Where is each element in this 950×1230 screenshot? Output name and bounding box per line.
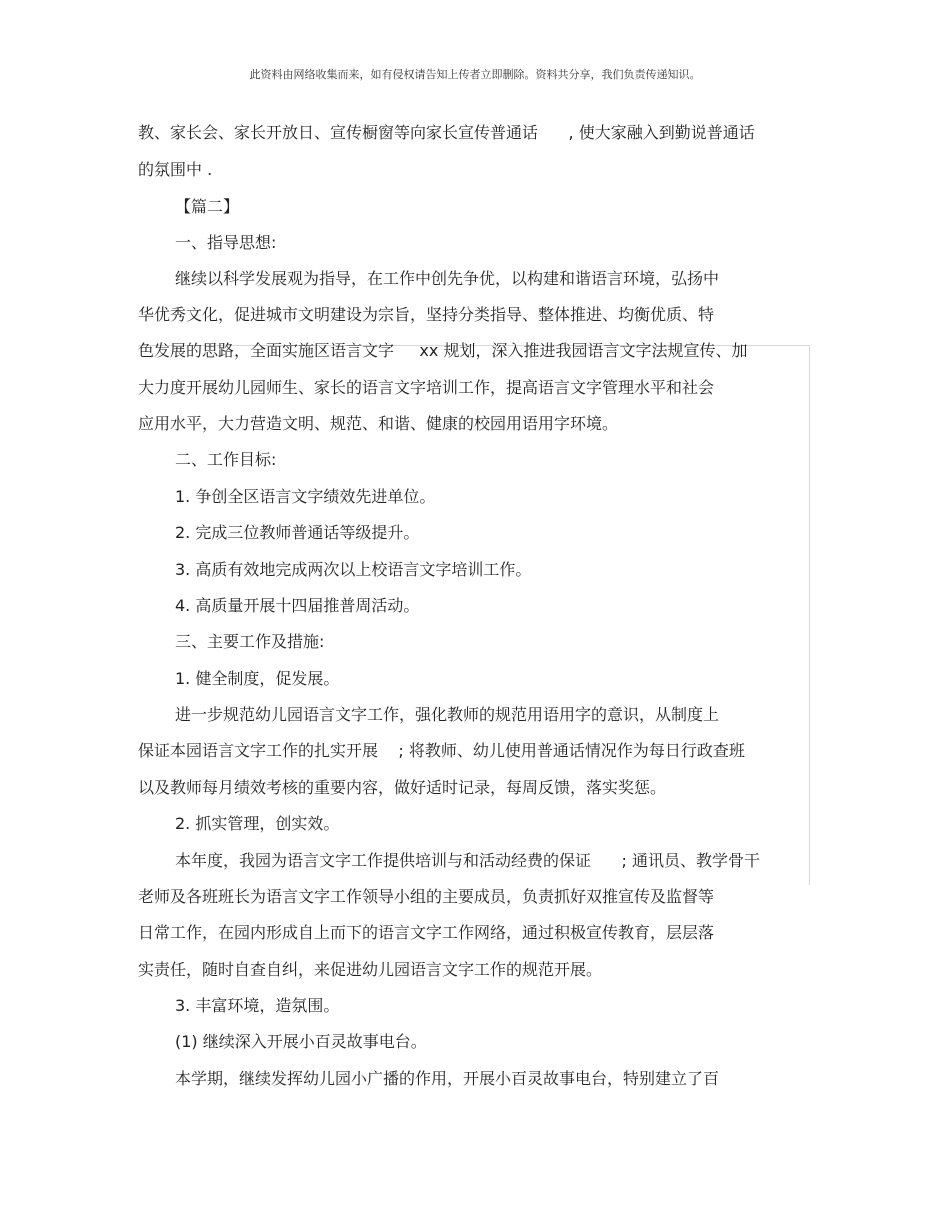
paragraph-line: 的氛围中 . <box>138 160 213 179</box>
list-item: 2. 完成三位教师普通话等级提升。 <box>175 523 420 542</box>
paragraph-line: 华优秀文化，促进城市文明建设为宗旨，坚持分类指导、整体推进、均衡优质、特 <box>138 305 715 324</box>
paragraph-line: 老师及各班班长为语言文字工作领导小组的主要成员，负责抓好双推宣传及监督等 <box>138 887 715 906</box>
section-heading: 一、指导思想: <box>175 233 277 252</box>
paragraph-line: 色发展的思路，全面实施区语言文字 xx 规划，深入推进我园语言文字法规宣传、加 <box>138 341 748 360</box>
list-item: (1) 继续深入开展小百灵故事电台。 <box>175 1032 427 1051</box>
paragraph-line: 进一步规范幼儿园语言文字工作，强化教师的规范用语用字的意识，从制度上 <box>175 705 720 724</box>
section-heading: 【篇二】 <box>175 197 240 216</box>
paragraph-line: 应用水平，大力营造文明、规范、和谐、健康的校园用语用字环境。 <box>138 414 619 433</box>
paragraph-line: 实责任，随时自查自纠，来促进幼儿园语言文字工作的规范开展。 <box>138 960 603 979</box>
list-item: 1. 争创全区语言文字绩效先进单位。 <box>175 487 436 506</box>
paragraph-line: 以及教师每月绩效考核的重要内容，做好适时记录，每周反馈，落实奖惩。 <box>138 778 667 797</box>
paragraph-line: 本年度，我园为语言文字工作提供培训与和活动经费的保证 ; 通讯员、教学骨干 <box>175 851 760 870</box>
paragraph-line: 保证本园语言文字工作的扎实开展 ; 将教师、幼儿使用普通话情况作为每日行政查班 <box>138 741 745 760</box>
paragraph-line: 大力度开展幼儿园师生、家长的语言文字培训工作，提高语言文字管理水平和社会 <box>138 378 715 397</box>
list-item: 1. 健全制度，促发展。 <box>175 669 340 688</box>
list-item: 2. 抓实管理，创实效。 <box>175 814 340 833</box>
header-disclaimer: 此资料由网络收集而来，如有侵权请告知上传者立即删除。资料共分享，我们负责传递知识。 <box>249 68 701 81</box>
paragraph-line: 日常工作，在园内形成自上而下的语言文字工作网络，通过积极宣传教育，层层落 <box>138 923 715 942</box>
paragraph-line: 继续以科学发展观为指导，在工作中创先争优，以构建和谐语言环境，弘扬中 <box>175 269 720 288</box>
list-item: 3. 高质有效地完成两次以上校语言文字培训工作。 <box>175 560 532 579</box>
list-item: 3. 丰富环境，造氛围。 <box>175 996 340 1015</box>
paragraph-line: 本学期，继续发挥幼儿园小广播的作用，开展小百灵故事电台，特别建立了百 <box>175 1069 720 1088</box>
section-heading: 三、主要工作及措施: <box>175 632 325 651</box>
section-heading: 二、工作目标: <box>175 450 277 469</box>
paragraph-line: 教、家长会、家长开放日、宣传橱窗等向家长宣传普通话 , 使大家融入到勤说普通话 <box>138 123 755 142</box>
list-item: 4. 高质量开展十四届推普周活动。 <box>175 596 420 615</box>
